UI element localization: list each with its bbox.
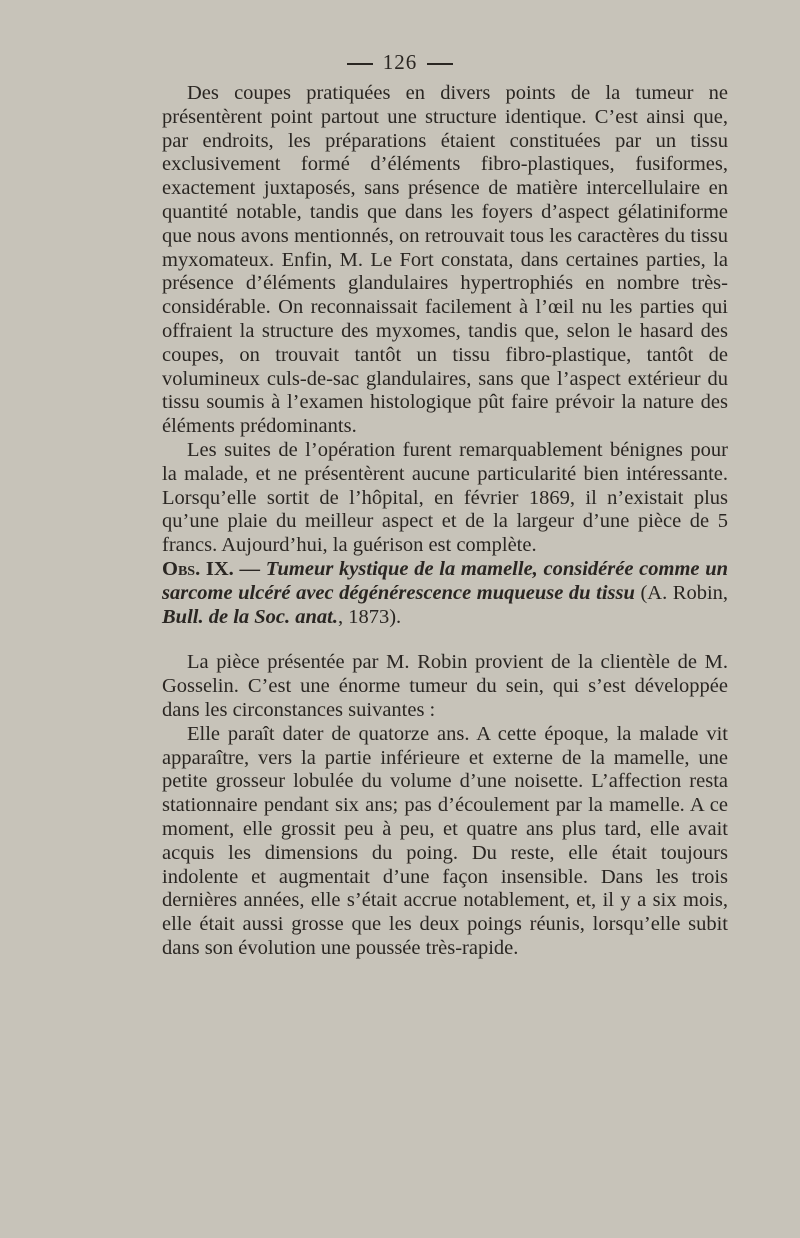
- page-number: [0, 50, 800, 75]
- paragraph-outcome: Les suites de l’opération furent remarquablement bénignes pour la malade, et ne présentèrent aucune particularité bien intéressante. Lorsqu’elle sortit de l’hôpital, en février 1869, il n’existait plus qu’une plaie du meilleur aspect et de la largeur d’une pièce de 5 francs. Aujourd’hui, la guérison est complète.: [162, 438, 728, 557]
- folio-dash-right: [427, 63, 453, 65]
- paragraph-presentation: La pièce présentée par M. Robin provient de la clientèle de M. Gosselin. C’est une énorme tumeur du sein, qui s’est développée dans les circonstances suivantes :: [162, 651, 728, 721]
- observation-title: Tumeur kystique de la mamelle, considérée comme un sarcome ulcéré avec dégénérescence muqueuse du tissu: [162, 557, 729, 604]
- observation-heading: [162, 558, 728, 629]
- observation-label: Obs. IX. —: [162, 557, 261, 580]
- page-number-text: 126: [382, 50, 418, 74]
- body-text: [162, 82, 728, 961]
- observation-source-journal: Bull. de la Soc. anat.: [162, 605, 338, 628]
- paragraph-history: Elle paraît dater de quatorze ans. A cette époque, la malade vit apparaître, vers la partie inférieure et externe de la mamelle, une petite grosseur lobulée du volume d’une noisette. L’affection resta stationnaire pendant six ans; pas d’écoulement par la mamelle. A ce moment, elle grossit peu à peu, et quatre ans plus tard, elle avait acquis les dimensions du poing. Du reste, elle était toujours indolente et augmentait d’une façon insensible. Dans les trois dernières années, elle s’était accrue notablement, et, il y a six mois, elle était aussi grosse que les deux poings réunis, lorsqu’elle subit dans son évolution une poussée très-rapide.: [162, 722, 728, 959]
- folio-dash-left: [347, 63, 373, 65]
- observation-source-open: (A. Robin,: [640, 581, 729, 604]
- observation-source-close: , 1873).: [337, 605, 402, 628]
- paragraph-histology: Des coupes pratiquées en divers points de la tumeur ne présentèrent point partout une structure identique. C’est ainsi que, par endroits, les préparations étaient constituées par un tissu exclusivement formé d’éléments fibro-plastiques, fusiformes, exactement juxtaposés, sans présence de matière intercellulaire en quantité notable, tandis que dans les foyers d’aspect gélatiniforme que nous avons mentionnés, on retrouvait tous les caractères du tissu myxomateux. Enfin, M. Le Fort constata, dans certaines parties, la présence d’éléments glandulaires hypertrophiés en nombre très-considérable. On reconnaissait facilement à l’œil nu les parties qui offraient la structure des myxomes, tandis que, selon le hasard des coupes, on trouvait tantôt un tissu fibro-plastique, tantôt de volumineux culs-de-sac glandulaires, sans que l’aspect extérieur du tissu soumis à l’examen histologique pût faire prévoir la nature des éléments prédominants.: [162, 82, 728, 438]
